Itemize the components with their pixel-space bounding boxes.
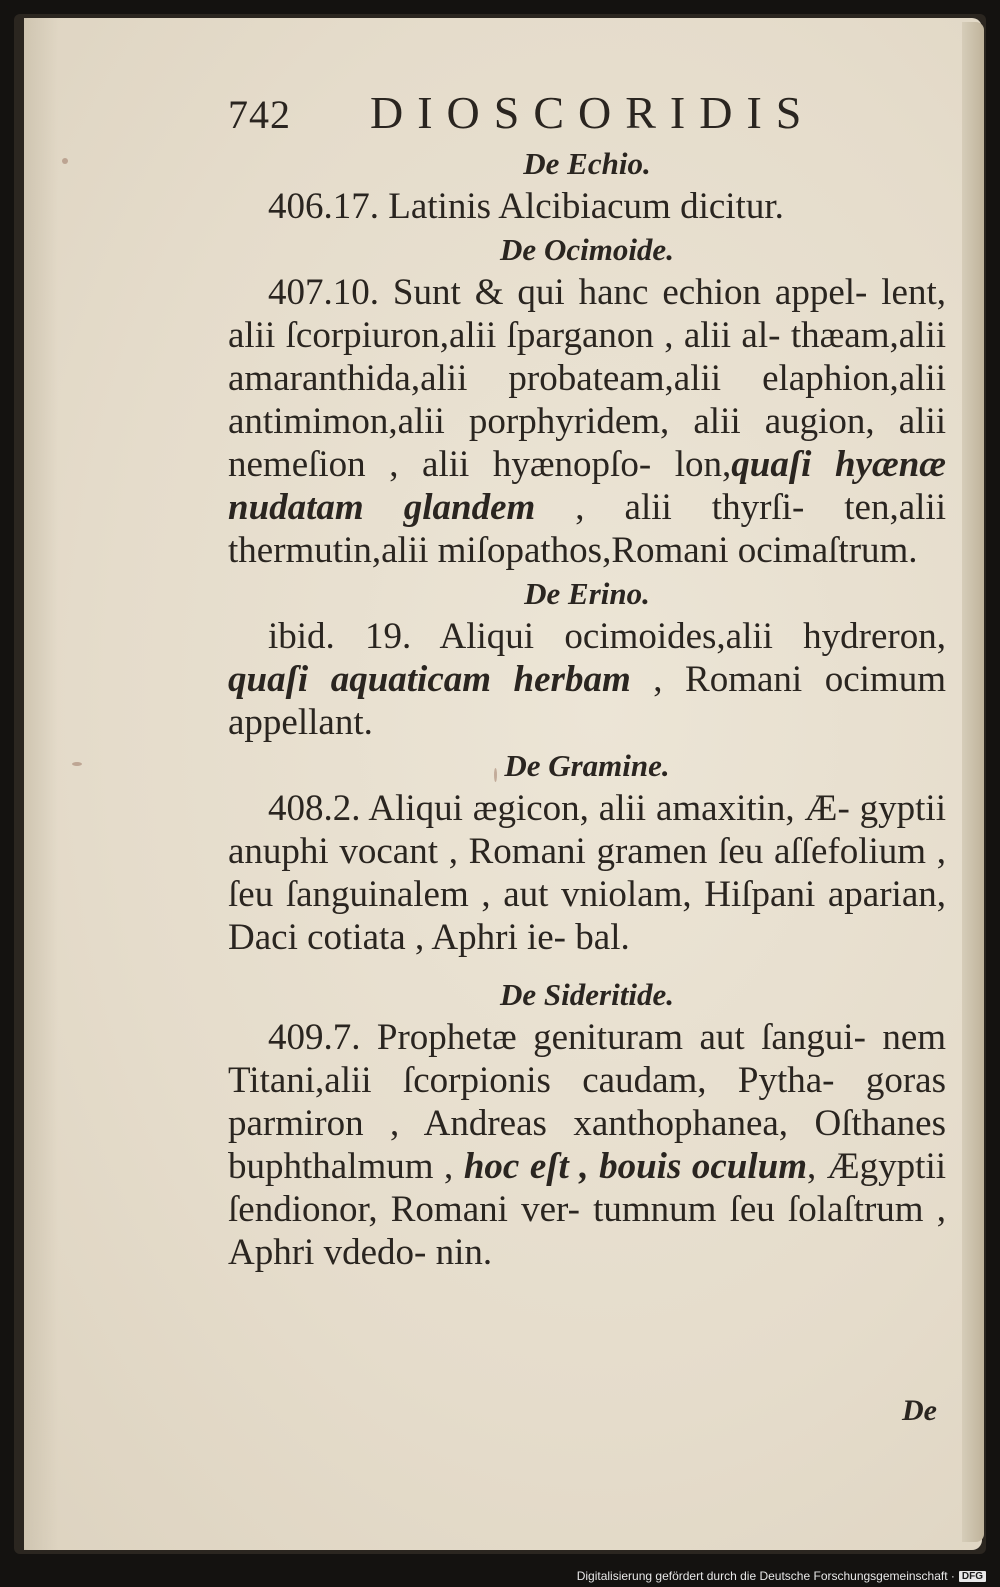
page-number: 742 — [228, 92, 291, 137]
text-line: Oſthanes buphthalmum , — [228, 1103, 946, 1187]
text-line: ten,alii thermutin,alii miſopathos,Romani — [228, 487, 946, 571]
running-head — [228, 86, 946, 142]
text-line: Hiſpani aparian, Daci cotiata , Aphri ie- — [228, 874, 946, 958]
text-line: alii augion, alii nemeſion , alii hyænopſo- — [228, 401, 946, 485]
page-edge — [962, 22, 984, 1542]
section-heading: De Gramine. — [504, 748, 670, 783]
italic-gloss: oculum — [691, 1146, 808, 1187]
text-line: thæam,alii amaranthida,alii probateam,alii — [228, 315, 947, 399]
section-paragraph — [228, 787, 946, 959]
italic-gloss: hoc eſt , bouis — [463, 1146, 682, 1187]
italic-gloss: quaſi aquaticam herbam — [228, 659, 631, 700]
catchword: De — [902, 1394, 937, 1427]
reference-number: ibid. 19. — [268, 616, 412, 657]
italic-gloss: quaſi hyænæ nudatam glandem — [228, 444, 947, 528]
text-line: ocimaſtrum. — [737, 530, 918, 571]
text-line: Aliqui ægicon, alii amaxitin, Æ- — [368, 788, 850, 829]
text-line: Prophetæ genituram aut ſangui- — [376, 1017, 866, 1058]
text-line: elaphion,alii antimimon,alii porphyridem, — [228, 358, 946, 442]
text-line: , Romani ocimum — [630, 659, 946, 700]
section-paragraph — [228, 1016, 946, 1274]
reference-number: 409.7. — [268, 1017, 361, 1058]
section-heading: De Sideritide. — [500, 977, 674, 1012]
ink-smudge — [72, 762, 82, 766]
section-heading: De Ocimoide. — [500, 232, 674, 267]
section-heading: De Erino. — [524, 576, 650, 611]
text-line: Aliqui ocimoides,alii hydreron, — [439, 616, 946, 657]
digitization-credit — [577, 1569, 986, 1583]
text-line: , alii thyrſi- — [535, 487, 805, 528]
text-line: , Ægyptii ſendionor, Romani ver- — [228, 1146, 947, 1230]
text-line: Sunt & qui hanc echion appel- — [392, 272, 868, 313]
running-title: DIOSCORIDIS — [370, 87, 816, 138]
section-paragraph — [228, 615, 946, 744]
text-line: bal. — [575, 917, 630, 958]
reference-number: 408.2. — [268, 788, 361, 829]
text-line: nem Titani,alii ſcorpionis caudam, Pytha- — [228, 1017, 947, 1101]
text-line: lent, alii ſcorpiuron,alii ſparganon , alii al- — [228, 272, 946, 356]
reference-number: 406.17. — [268, 186, 379, 227]
text-line: gyptii anuphi vocant , Romani gramen ſeu — [228, 788, 946, 872]
section-heading: De Echio. — [523, 146, 651, 181]
reference-number: 407.10. — [268, 272, 379, 313]
text-line: Latinis Alcibiacum dicitur. — [388, 186, 784, 227]
section-paragraph — [228, 185, 946, 228]
text-line: aſſefolium , ſeu ſanguinalem , aut vniolam, — [228, 831, 946, 915]
section-paragraph — [228, 271, 946, 572]
page-text — [228, 86, 946, 1274]
text-line: lon, — [674, 444, 732, 485]
text-line: nin. — [435, 1232, 493, 1273]
text-line: goras parmiron , Andreas xanthophanea, — [228, 1060, 946, 1144]
ink-smudge — [62, 158, 68, 164]
credit-text: Digitalisierung gefördert durch die Deutsche Forschungsgemeinschaft · — [576, 1569, 955, 1583]
dfg-logo: DFG — [959, 1571, 986, 1582]
text-line: appellant. — [228, 702, 373, 743]
page-gutter — [24, 18, 58, 1550]
text-line: tumnum ſeu ſolaſtrum , Aphri vdedo- — [228, 1189, 946, 1273]
